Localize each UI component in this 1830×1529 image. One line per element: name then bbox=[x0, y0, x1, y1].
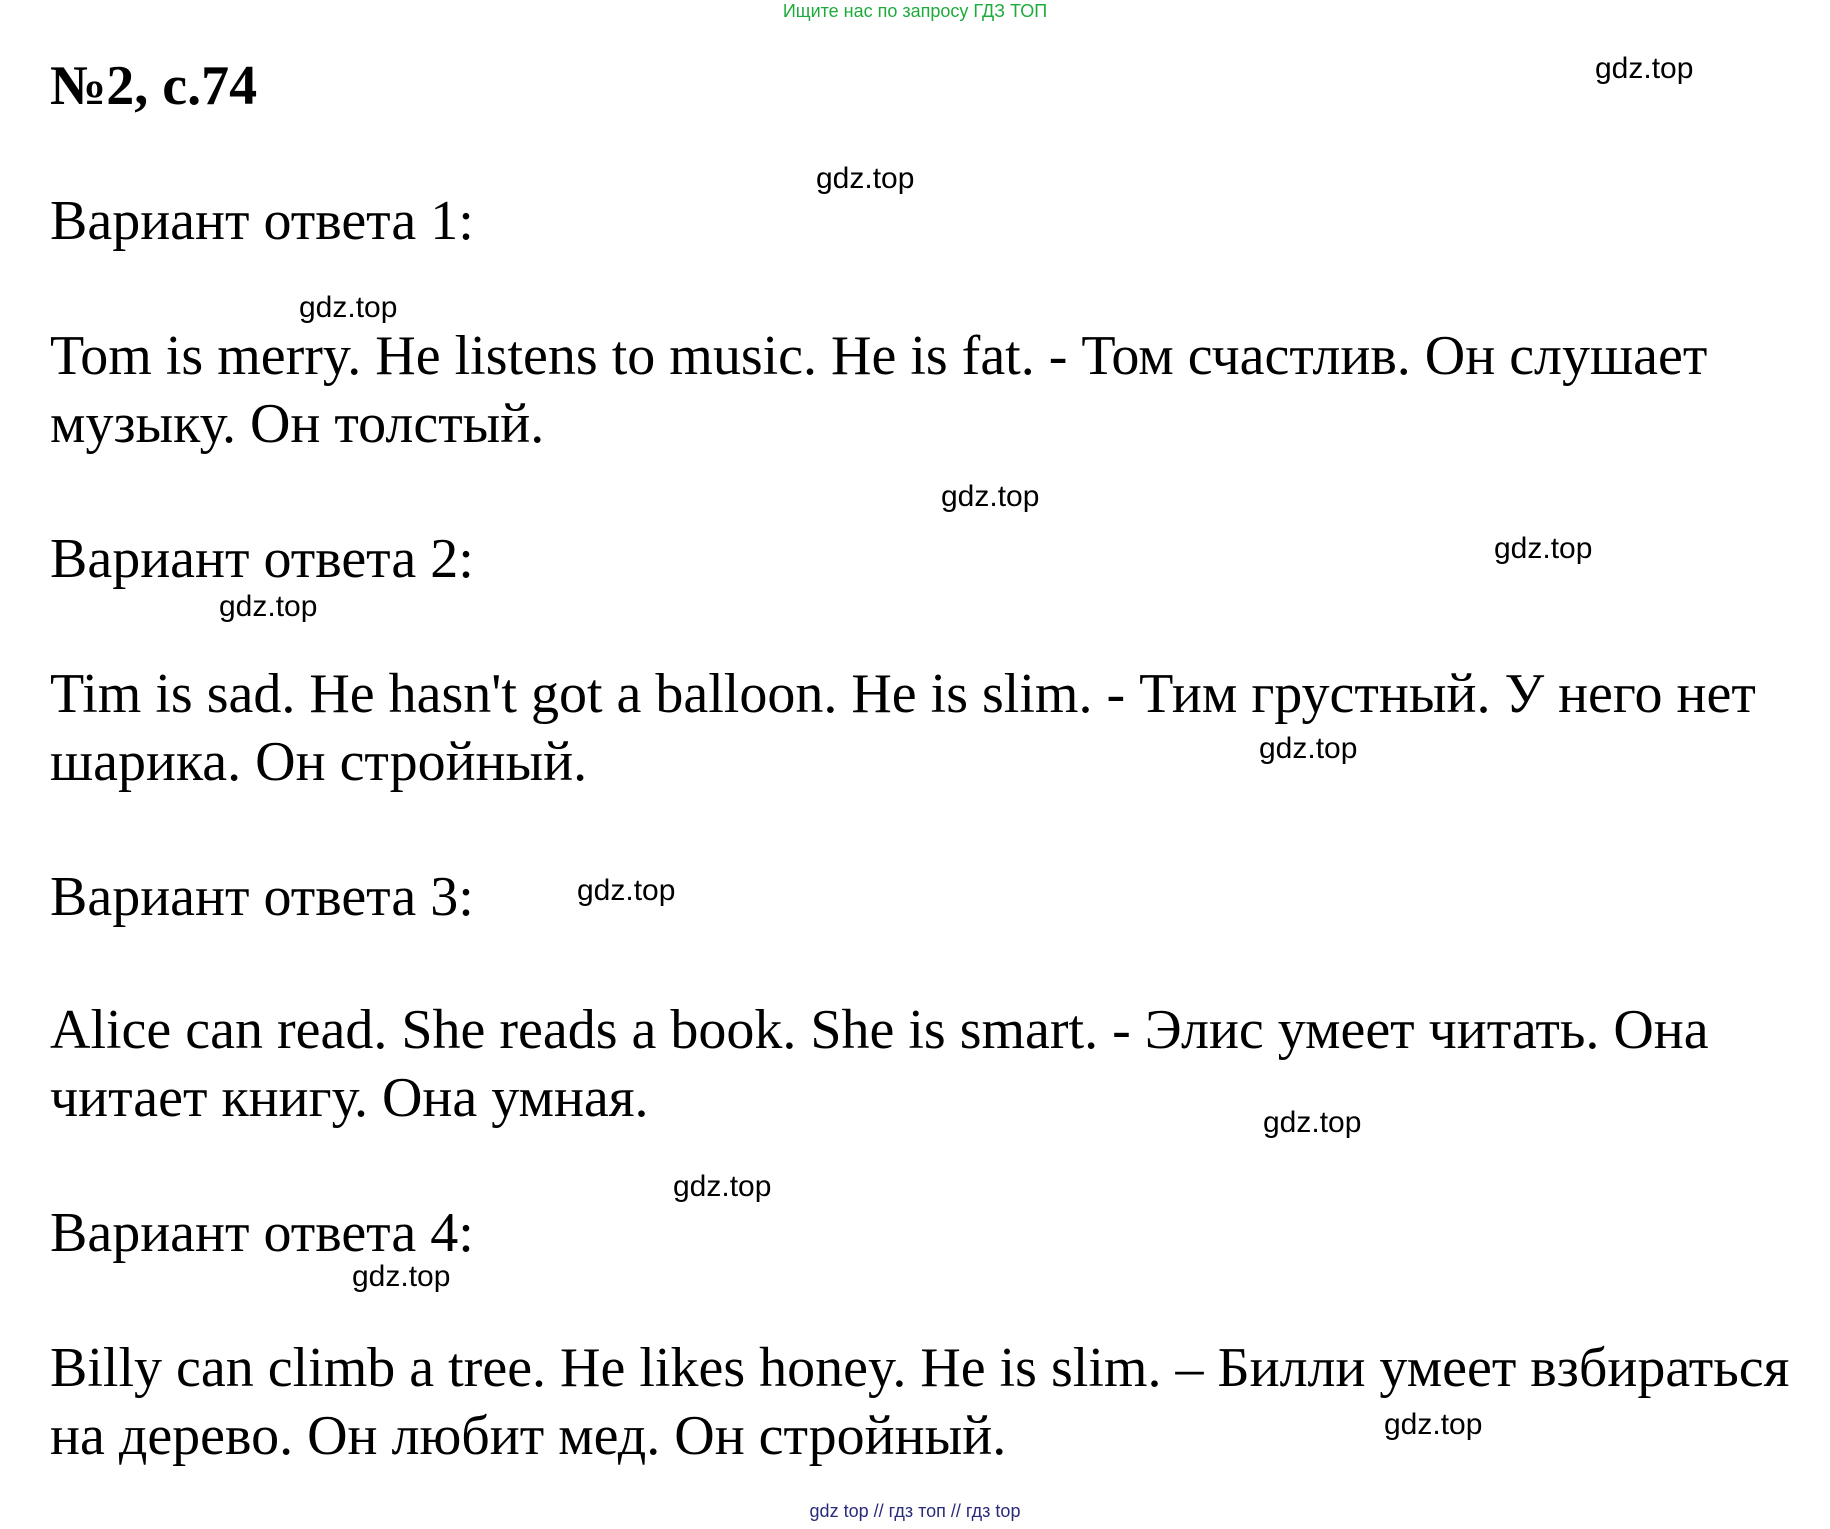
answer-text-1: Tom is merry. He listens to music. He is fat. - Том счастлив. Он слушает музыку. Он толстый. bbox=[50, 325, 1708, 455]
watermark: gdz.top bbox=[1259, 732, 1358, 765]
answer-text-2: Tim is sad. He hasn't got a balloon. He is slim. - Тим грустный. У него нет шарика. Он стройный. bbox=[50, 663, 1756, 793]
top-banner[interactable]: Ищите нас по запросу ГДЗ ТОП bbox=[782, 1, 1048, 21]
page-title: №2, с.74 bbox=[50, 55, 258, 117]
answer-heading-4: Вариант ответа 4: bbox=[50, 1202, 474, 1264]
watermark: gdz.top bbox=[1494, 532, 1593, 565]
answer-text-4: Billy can climb a tree. He likes honey. He is slim. – Билли умеет взбираться на дерево. Он любит мед. Он стройный. bbox=[50, 1337, 1790, 1467]
watermark: gdz.top bbox=[577, 874, 676, 907]
watermark: gdz.top bbox=[941, 480, 1040, 513]
watermark: gdz.top bbox=[299, 291, 398, 324]
footer-links[interactable]: gdz top // гдз топ // гдз top bbox=[809, 1501, 1021, 1521]
watermark: gdz.top bbox=[1595, 52, 1694, 85]
answer-heading-3: Вариант ответа 3: bbox=[50, 866, 474, 928]
watermark: gdz.top bbox=[816, 162, 915, 195]
watermark: gdz.top bbox=[673, 1170, 772, 1203]
watermark: gdz.top bbox=[1263, 1106, 1362, 1139]
watermark: gdz.top bbox=[219, 590, 318, 623]
answer-text-3: Alice can read. She reads a book. She is smart. - Элис умеет читать. Она читает книгу. Она умная. bbox=[50, 999, 1709, 1129]
watermark: gdz.top bbox=[1384, 1408, 1483, 1441]
watermark: gdz.top bbox=[352, 1260, 451, 1293]
answer-heading-2: Вариант ответа 2: bbox=[50, 528, 474, 590]
answer-heading-1: Вариант ответа 1: bbox=[50, 190, 474, 252]
